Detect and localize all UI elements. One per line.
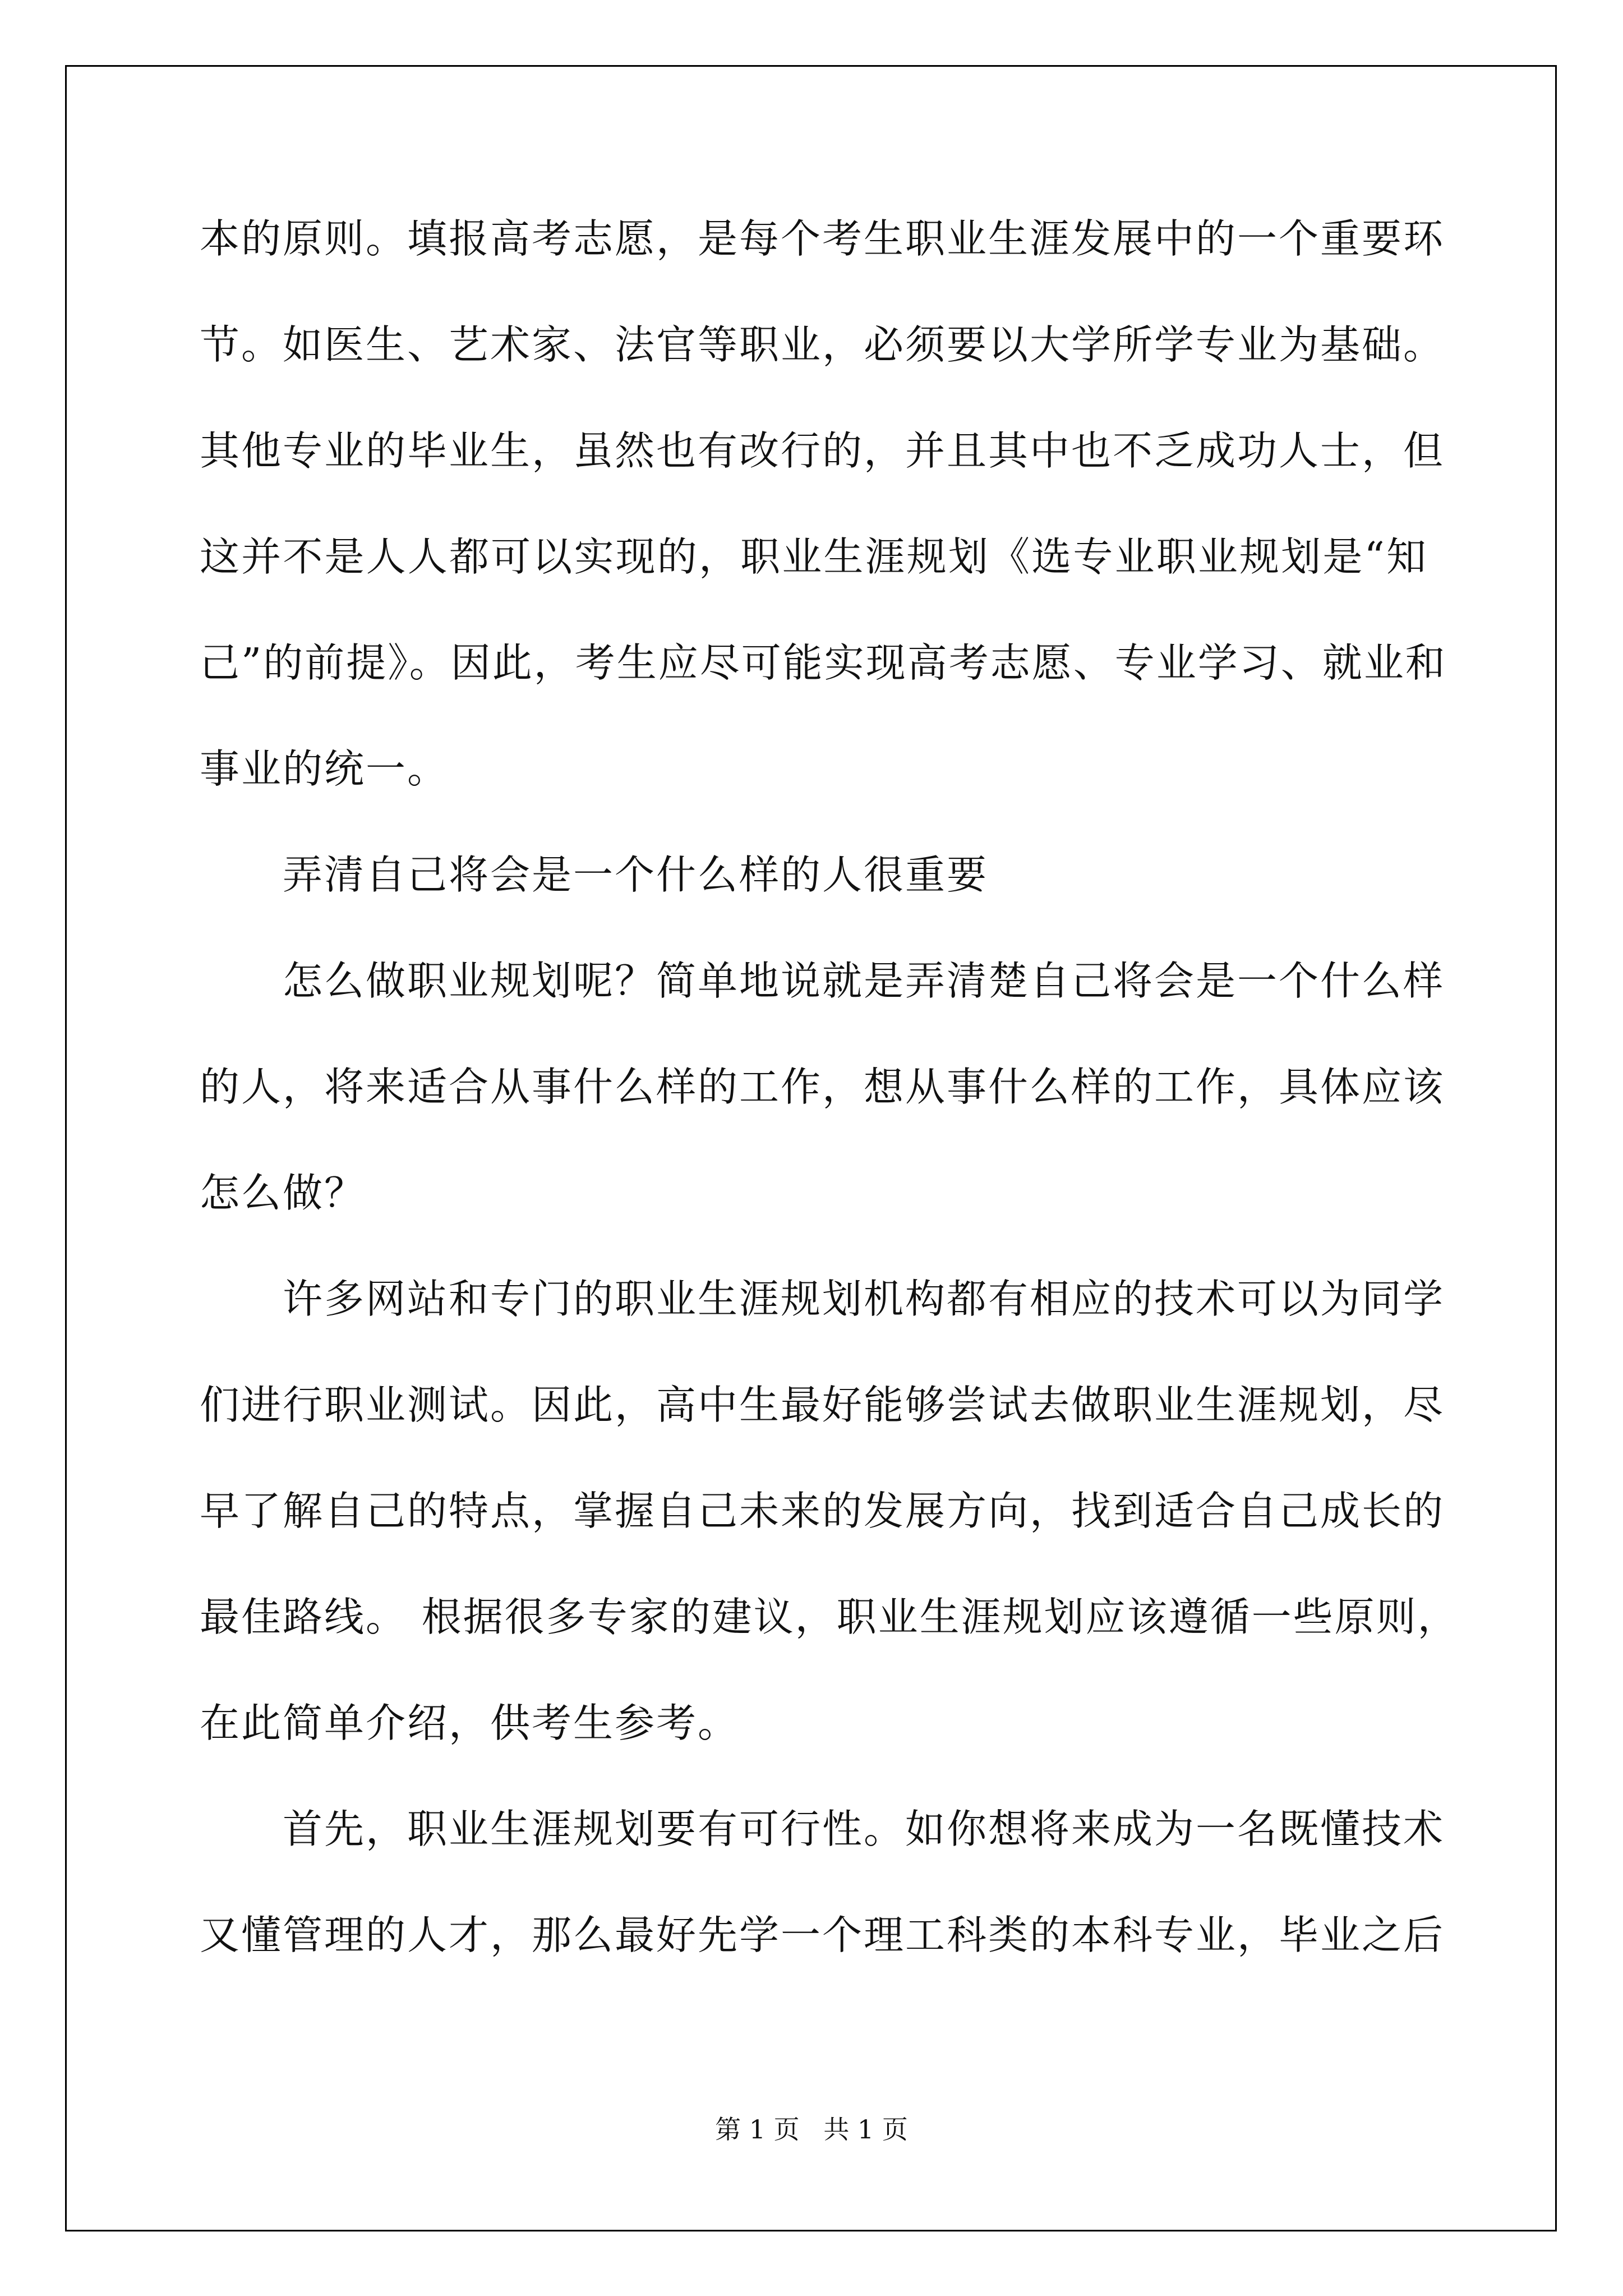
text-line: 最佳路线。 根据很多专家的建议，职业生涯规划应该遵循一些原则，: [200, 1594, 1459, 1640]
text-line: 早了解自己的特点，掌握自己未来的发展方向，找到适合自己成长的: [200, 1488, 1445, 1534]
text-line: 己”的前提》。因此，考生应尽可能实现高考志愿、专业学习、就业和: [200, 639, 1447, 686]
text-line: 怎么做？: [200, 1170, 366, 1216]
document-body: [200, 211, 1459, 2013]
text-line: 首先，职业生涯规划要有可行性。如你想将来成为一名既懂技术: [283, 1806, 1445, 1852]
text-line: 在此简单介绍，供考生参考。: [200, 1700, 740, 1746]
text-line: 节。如医生、艺术家、法官等职业，必须要以大学所学专业为基础。: [200, 321, 1445, 368]
text-line: 事业的统一。: [200, 746, 449, 792]
page-footer: [0, 2109, 1623, 2146]
section-heading: 弄清自己将会是一个什么样的人很重要: [283, 852, 989, 898]
text-line: 其他专业的毕业生，虽然也有改行的，并且其中也不乏成功人士，但: [200, 427, 1445, 474]
text-line: 本的原则。填报高考志愿，是每个考生职业生涯发展中的一个重要环: [200, 215, 1445, 262]
text-line: 怎么做职业规划呢？简单地说就是弄清楚自己将会是一个什么样: [283, 958, 1445, 1004]
text-line: 们进行职业测试。因此，高中生最好能够尝试去做职业生涯规划，尽: [200, 1382, 1445, 1428]
text-line: 的人，将来适合从事什么样的工作，想从事什么样的工作，具体应该: [200, 1064, 1445, 1110]
text-line: 又懂管理的人才，那么最好先学一个理工科类的本科专业，毕业之后: [200, 1912, 1445, 1958]
text-line: 许多网站和专门的职业生涯规划机构都有相应的技术可以为同学: [283, 1276, 1445, 1322]
page-total: 共 1 页: [823, 2114, 908, 2145]
text-line: 这并不是人人都可以实现的，职业生涯规划《选专业职业规划是“知: [200, 533, 1428, 580]
page-number: 第 1 页: [715, 2114, 800, 2145]
